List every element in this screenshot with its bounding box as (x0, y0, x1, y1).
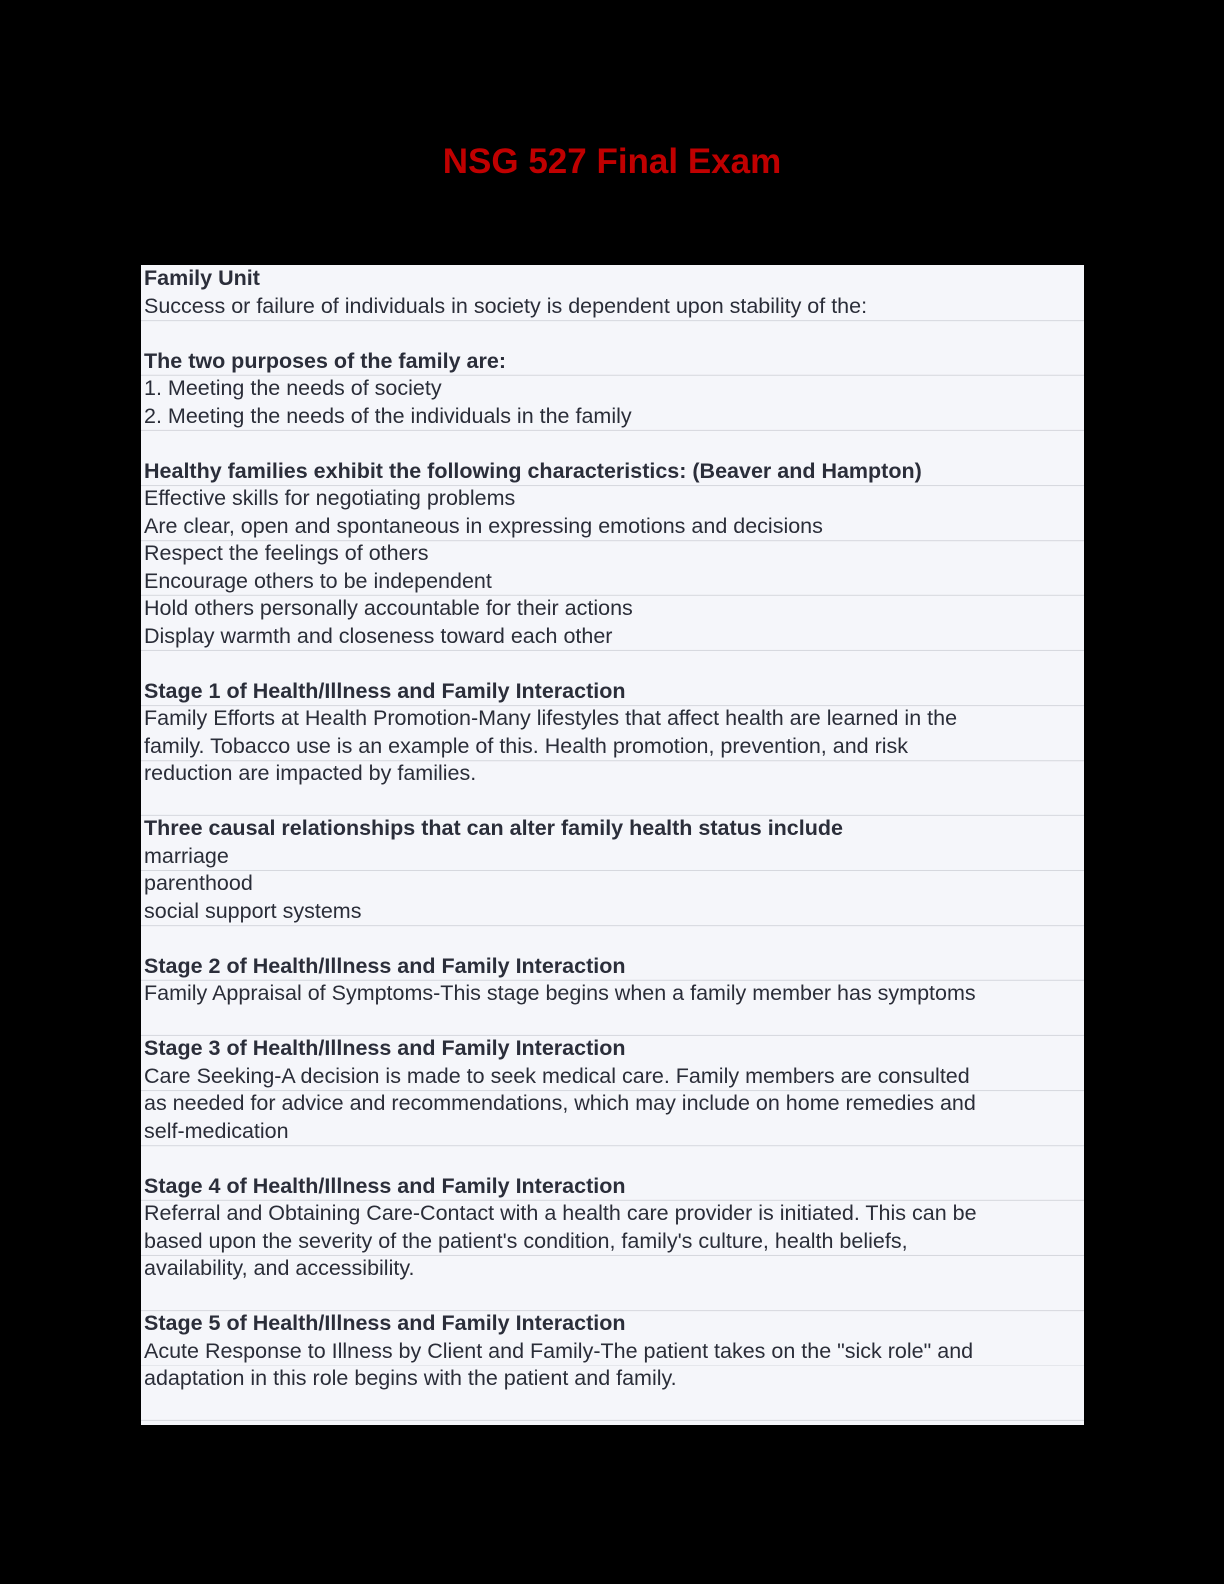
content-line: reduction are impacted by families. (144, 761, 477, 785)
blank-line (144, 1145, 1082, 1173)
blank-line (144, 320, 1082, 348)
section-heading: Three causal relationships that can alter family health status include (144, 816, 843, 840)
section-heading: The two purposes of the family are: (144, 348, 506, 373)
content-line: Hold others personally accountable for their actions (144, 596, 633, 620)
content-line: parenthood (144, 871, 253, 895)
content-line: availability, and accessibility. (144, 1256, 415, 1280)
content-line: self-medication (144, 1118, 289, 1143)
content-lines (144, 265, 1082, 1393)
content-line: social support systems (144, 898, 362, 923)
content-line: Are clear, open and spontaneous in expressing emotions and decisions (144, 513, 823, 538)
blank-line (144, 1283, 1082, 1311)
content-line: Success or failure of individuals in society is dependent upon stability of the: (144, 293, 868, 318)
blank-line (144, 650, 1082, 678)
content-line: Care Seeking-A decision is made to seek medical care. Family members are consulted (144, 1063, 970, 1088)
section-heading: Stage 1 of Health/Illness and Family Interaction (144, 678, 626, 703)
content-line: Referral and Obtaining Care-Contact with a health care provider is initiated. This can be (144, 1201, 977, 1225)
content-line: 1. Meeting the needs of society (144, 376, 442, 400)
content-line: family. Tobacco use is an example of this. Health promotion, prevention, and risk (144, 733, 909, 758)
blank-line (144, 430, 1082, 458)
content-line: as needed for advice and recommendations, which may include on home remedies and (144, 1091, 976, 1115)
section-heading: Stage 3 of Health/Illness and Family Interaction (144, 1036, 626, 1060)
content-line: Encourage others to be independent (144, 568, 492, 593)
content-line: Family Efforts at Health Promotion-Many lifestyles that affect health are learned in the (144, 706, 958, 730)
section-heading: Stage 5 of Health/Illness and Family Interaction (144, 1311, 626, 1335)
content-line: adaptation in this role begins with the patient and family. (144, 1366, 677, 1390)
exam-content-sheet (141, 265, 1084, 1425)
content-line: Display warmth and closeness toward each other (144, 623, 613, 648)
content-line: Respect the feelings of others (144, 541, 429, 565)
content-line: Acute Response to Illness by Client and Family-The patient takes on the "sick role" and (144, 1338, 974, 1363)
document-title: NSG 527 Final Exam (442, 142, 782, 181)
blank-line (144, 925, 1082, 953)
section-heading: Stage 4 of Health/Illness and Family Interaction (144, 1173, 626, 1198)
content-line: based upon the severity of the patient's condition, family's culture, health beliefs, (144, 1228, 908, 1253)
content-line: Effective skills for negotiating problems (144, 486, 516, 510)
section-heading: Healthy families exhibit the following characteristics: (Beaver and Hampton) (144, 458, 922, 483)
content-line: 2. Meeting the needs of the individuals in the family (144, 403, 632, 428)
content-line: marriage (144, 843, 229, 868)
section-heading: Family Unit (144, 266, 260, 290)
section-heading: Stage 2 of Health/Illness and Family Interaction (144, 953, 626, 978)
blank-line (144, 1008, 1082, 1036)
content-line: Family Appraisal of Symptoms-This stage begins when a family member has symptoms (144, 981, 976, 1005)
blank-line (144, 788, 1082, 816)
